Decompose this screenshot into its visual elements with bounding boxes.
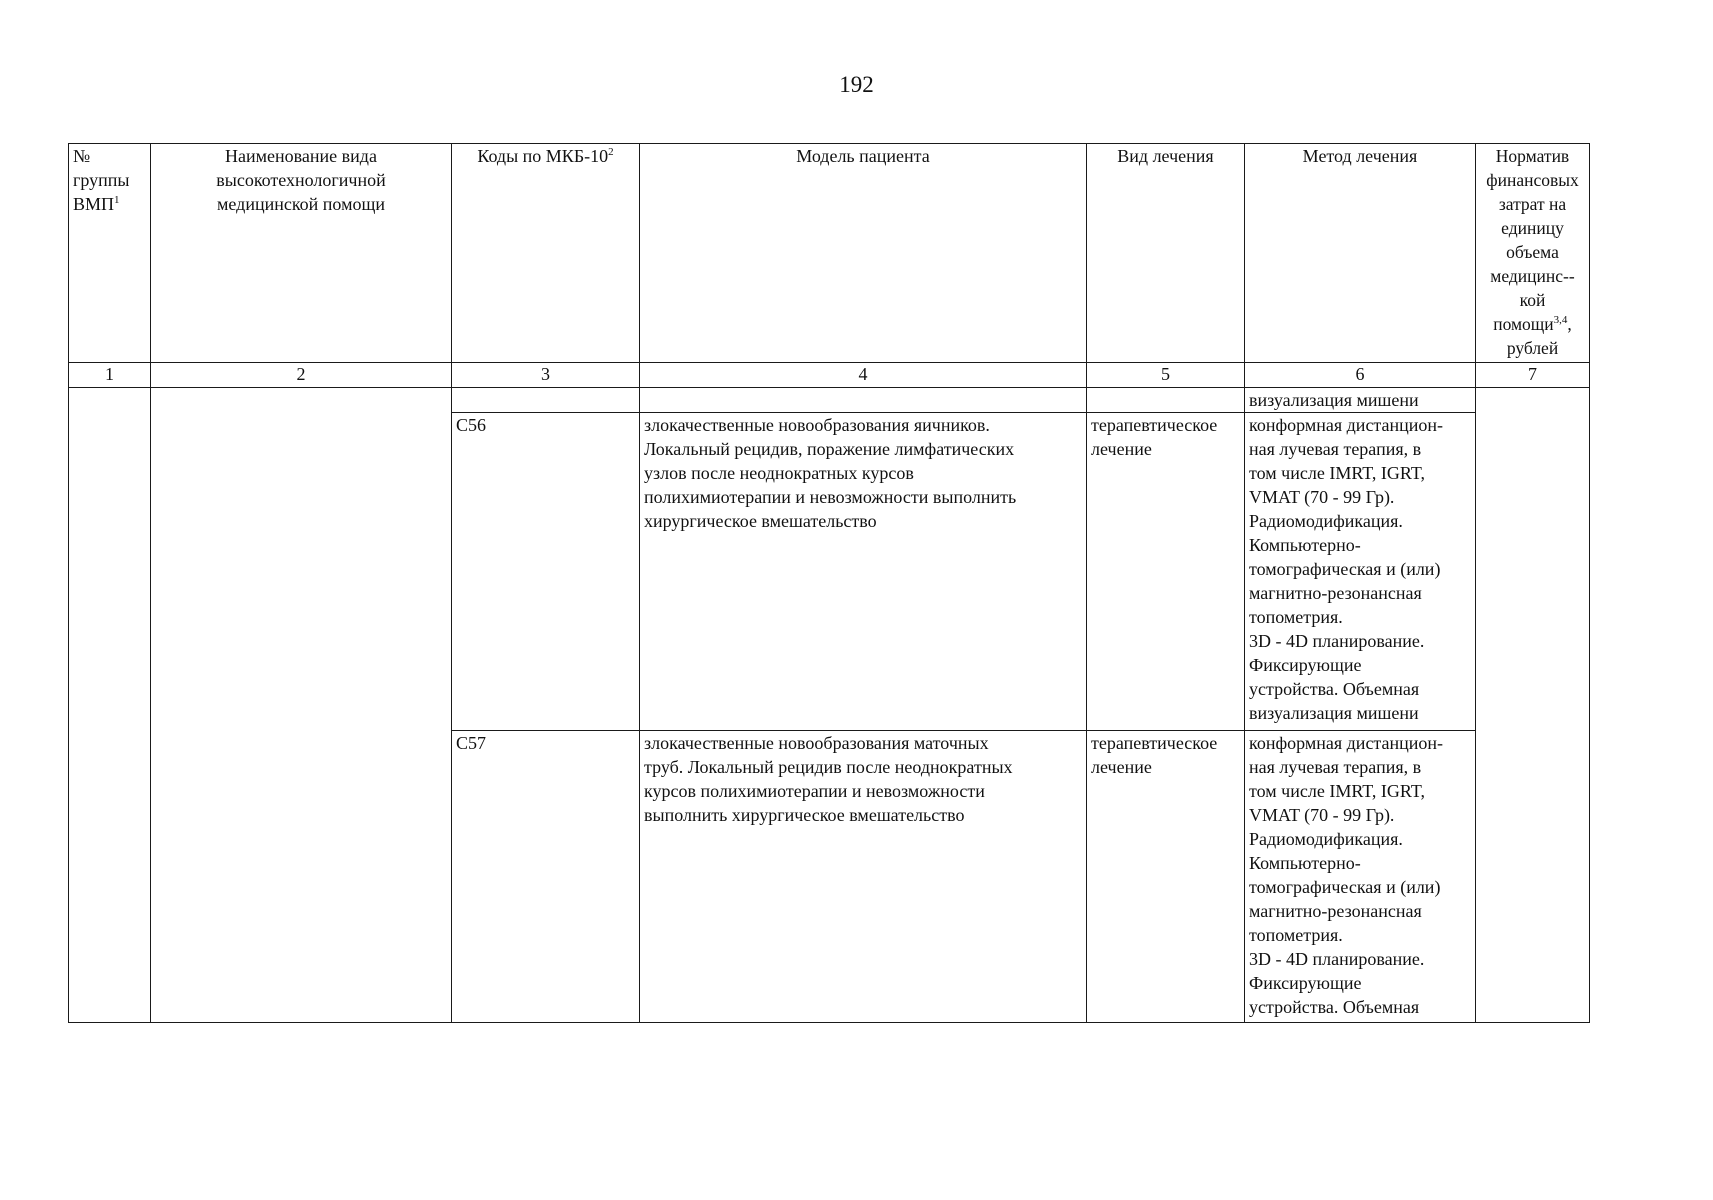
- column-number: 3: [452, 363, 640, 388]
- header-group-number: № группы ВМП$^1$: [69, 144, 151, 363]
- column-number: 4: [640, 363, 1087, 388]
- treatment-method-cell: конформная дистанцион- ная лучевая терапия, в том числе IMRT, IGRT, VMAT (70 - 99 Гр). Радиомодификация. Компьютерно- томографическая и (или) магнитно-резонансная топометрия. 3D - 4D планирование. Фиксирующие устройства. Объемная: [1245, 731, 1476, 1023]
- patient-model-cell: [640, 388, 1087, 413]
- care-type-name-cell: [151, 388, 452, 1023]
- patient-model-cell: злокачественные новообразования яичников. Локальный рецидив, поражение лимфатических узлов после неоднократных курсов полихимиотерапии и невозможности выполнить хирургическое вмешательство: [640, 413, 1087, 731]
- header-row: [69, 144, 1590, 363]
- icd-code-cell: C56: [452, 413, 640, 731]
- header-cost-standard: Норматив финансовых затрат на единицу объема медицинс-- кой помощи$^{3,4}$, рублей: [1476, 144, 1590, 363]
- column-number: 2: [151, 363, 452, 388]
- header-care-type-name: Наименование вида высокотехнологичной медицинской помощи: [151, 144, 452, 363]
- column-number: 7: [1476, 363, 1590, 388]
- patient-model-cell: злокачественные новообразования маточных труб. Локальный рецидив после неоднократных курсов полихимиотерапии и невозможности выполнить хирургическое вмешательство: [640, 731, 1087, 1023]
- treatment-type-cell: терапевтическое лечение: [1087, 413, 1245, 731]
- treatment-method-cell: конформная дистанцион- ная лучевая терапия, в том числе IMRT, IGRT, VMAT (70 - 99 Гр). Радиомодификация. Компьютерно- томографическая и (или) магнитно-резонансная топометрия. 3D - 4D планирование. Фиксирующие устройства. Объемная визуализация мишени: [1245, 413, 1476, 731]
- column-number: 1: [69, 363, 151, 388]
- column-number: 5: [1087, 363, 1245, 388]
- cost-standard-cell: [1476, 388, 1590, 1023]
- treatment-type-cell: терапевтическое лечение: [1087, 731, 1245, 1023]
- column-number: 6: [1245, 363, 1476, 388]
- icd-code-cell: C57: [452, 731, 640, 1023]
- icd-code-cell: [452, 388, 640, 413]
- page-number: 192: [839, 72, 874, 97]
- table-row: [69, 388, 1590, 413]
- column-number-row: [69, 363, 1590, 388]
- header-icd-codes: Коды по МКБ-$10^2$: [452, 144, 640, 363]
- group-number-cell: [69, 388, 151, 1023]
- header-treatment-type: Вид лечения: [1087, 144, 1245, 363]
- treatment-method-cell: визуализация мишени: [1245, 388, 1476, 413]
- treatment-type-cell: [1087, 388, 1245, 413]
- vmp-table: [68, 143, 1590, 1023]
- header-patient-model: Модель пациента: [640, 144, 1087, 363]
- header-treatment-method: Метод лечения: [1245, 144, 1476, 363]
